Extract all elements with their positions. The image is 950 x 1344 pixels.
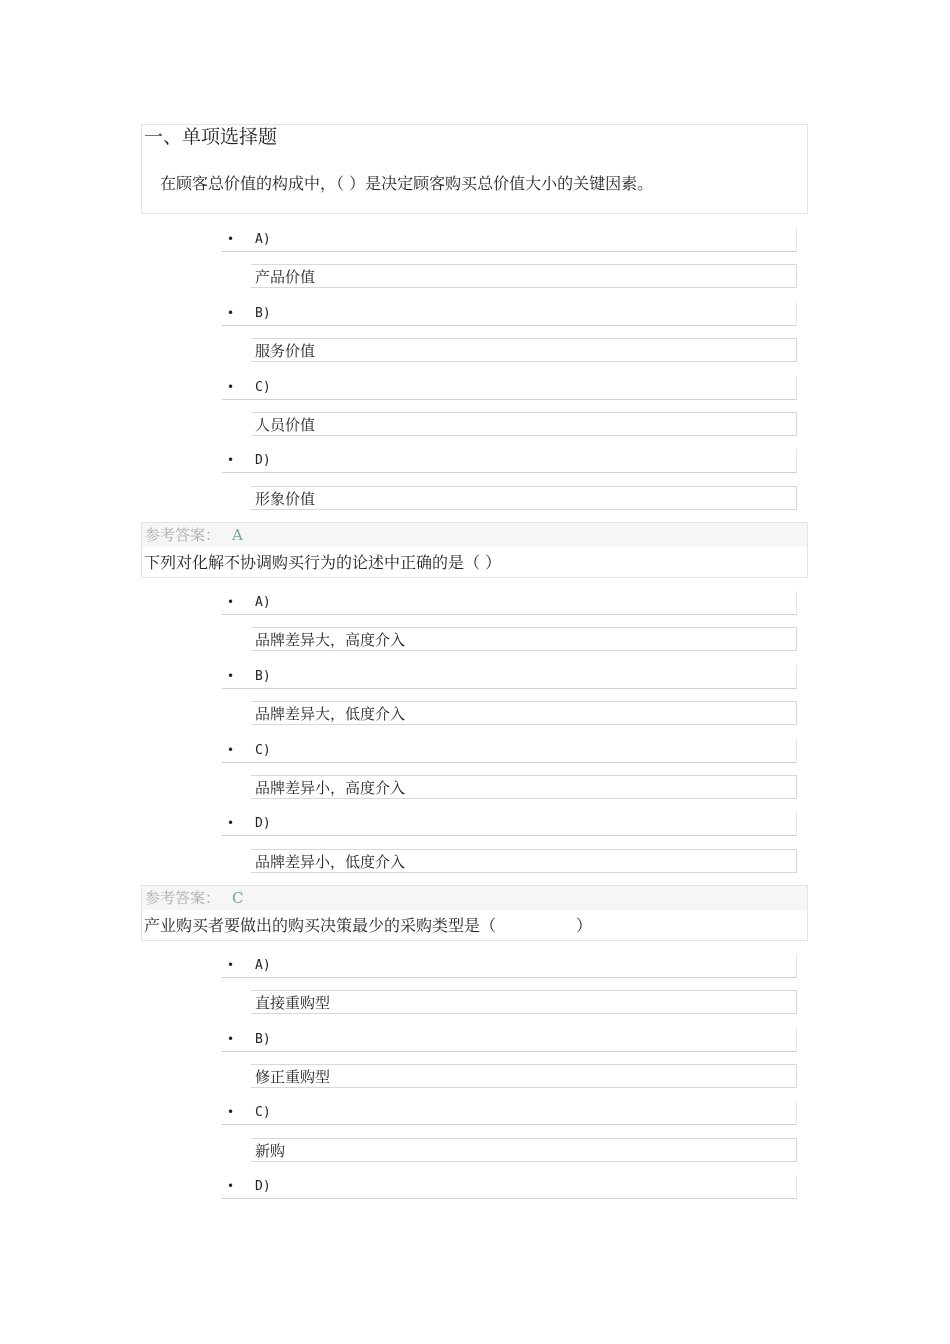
bullet-icon: • <box>227 669 235 683</box>
option-text: 产品价值 <box>255 268 316 286</box>
option-text: 品牌差异大，低度介入 <box>255 705 406 723</box>
option-letter: C) <box>255 380 271 395</box>
question-3-text: 产业购买者要做出的购买决策最少的采购类型是（ ） <box>144 916 593 935</box>
q1-option-c-row[interactable] <box>222 376 797 400</box>
question-1-box <box>141 124 808 214</box>
option-letter: B) <box>255 306 271 321</box>
q2-option-d-row[interactable] <box>222 812 797 836</box>
q2-option-c-text[interactable] <box>251 775 797 799</box>
option-letter: A) <box>255 595 271 610</box>
bullet-icon: • <box>227 1179 235 1193</box>
option-text: 服务价值 <box>255 342 316 360</box>
q1-option-a-text[interactable] <box>251 264 797 288</box>
q3-option-b-row[interactable] <box>222 1028 797 1052</box>
q1-option-b-row[interactable] <box>222 302 797 326</box>
bullet-icon: • <box>227 595 235 609</box>
answer-1-box <box>141 522 808 578</box>
q2-option-a-row[interactable] <box>222 591 797 615</box>
bullet-icon: • <box>227 453 235 467</box>
q1-option-d-text[interactable] <box>251 486 797 510</box>
q2-option-b-text[interactable] <box>251 701 797 725</box>
q2-option-a-text[interactable] <box>251 627 797 651</box>
section-title: 一、单项选择题 <box>144 126 278 148</box>
option-text: 人员价值 <box>255 416 316 434</box>
bullet-icon: • <box>227 1105 235 1119</box>
answer-label: 参考答案： <box>145 889 221 907</box>
q3-option-a-row[interactable] <box>222 954 797 978</box>
answer-value: A <box>232 526 243 544</box>
question-2-text: 下列对化解不协调购买行为的论述中正确的是（ ） <box>144 553 502 572</box>
q1-option-c-text[interactable] <box>251 412 797 436</box>
option-text: 直接重购型 <box>255 994 331 1012</box>
option-text: 品牌差异小，高度介入 <box>255 779 406 797</box>
bullet-icon: • <box>227 958 235 972</box>
answer-value: C <box>232 889 244 907</box>
option-letter: D) <box>255 816 271 831</box>
option-text: 形象价值 <box>255 490 316 508</box>
option-text: 新购 <box>255 1142 286 1160</box>
option-text: 品牌差异大，高度介入 <box>255 631 406 649</box>
q1-option-d-row[interactable] <box>222 449 797 473</box>
option-letter: C) <box>255 743 271 758</box>
q3-option-c-text[interactable] <box>251 1138 797 1162</box>
q3-option-b-text[interactable] <box>251 1064 797 1088</box>
option-letter: B) <box>255 669 271 684</box>
q2-option-b-row[interactable] <box>222 665 797 689</box>
bullet-icon: • <box>227 306 235 320</box>
question-1-text: 在顾客总价值的构成中，（ ）是决定顾客购买总价值大小的关键因素。 <box>160 174 654 193</box>
bullet-icon: • <box>227 816 235 830</box>
bullet-icon: • <box>227 1032 235 1046</box>
q2-option-c-row[interactable] <box>222 739 797 763</box>
bullet-icon: • <box>227 743 235 757</box>
answer-label: 参考答案： <box>145 526 221 544</box>
option-letter: B) <box>255 1032 271 1047</box>
option-letter: D) <box>255 453 271 468</box>
option-letter: A) <box>255 958 271 973</box>
bullet-icon: • <box>227 232 235 246</box>
q1-option-a-row[interactable] <box>222 228 797 252</box>
q3-option-a-text[interactable] <box>251 990 797 1014</box>
option-letter: C) <box>255 1105 271 1120</box>
option-letter: D) <box>255 1179 271 1194</box>
option-text: 修正重购型 <box>255 1068 331 1086</box>
q3-option-c-row[interactable] <box>222 1101 797 1125</box>
option-letter: A) <box>255 232 271 247</box>
q3-option-d-row[interactable] <box>222 1175 797 1199</box>
q1-option-b-text[interactable] <box>251 338 797 362</box>
q2-option-d-text[interactable] <box>251 849 797 873</box>
bullet-icon: • <box>227 380 235 394</box>
option-text: 品牌差异小，低度介入 <box>255 853 406 871</box>
answer-2-box <box>141 885 808 941</box>
